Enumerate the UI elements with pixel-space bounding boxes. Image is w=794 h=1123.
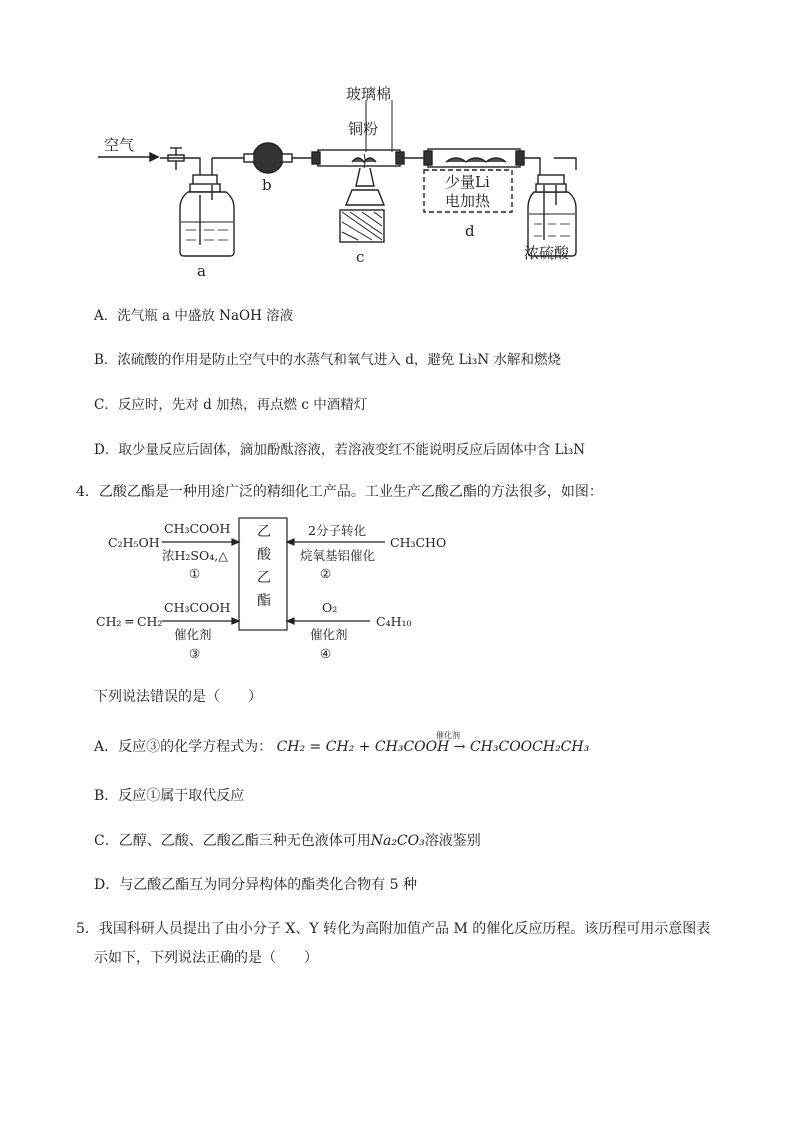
label-a: a [197, 262, 206, 280]
r1-reactant: C₂H₅OH [108, 535, 160, 550]
q4-option-b: B．反应①属于取代反应 [94, 788, 245, 804]
box-char-2: 酸 [257, 547, 271, 563]
q4-option-a-text: A．反应③的化学方程式为： [94, 739, 273, 755]
glass-wool-label: 玻璃棉 [346, 85, 392, 103]
q5-stem-line2: 示如下，下列说法正确的是（ ） [94, 950, 318, 966]
box-char-1: 乙 [257, 524, 271, 540]
q4-option-d: D．与乙酸乙酯互为同分异构体的酯类化合物有 5 种 [94, 877, 418, 893]
r4-number: ④ [320, 646, 332, 661]
q4-option-a-catalyst: 催化剂 [436, 731, 460, 740]
q3-option-c: C．反应时，先对 d 加热，再点燃 c 中酒精灯 [94, 397, 368, 413]
r2-transformation: 2分子转化 [308, 523, 366, 538]
q4-option-a [94, 736, 589, 756]
q3-option-b: B．浓硫酸的作用是防止空气中的水蒸气和氧气进入 d，避免 Li₃N 水解和燃烧 [94, 352, 561, 368]
r3-number: ③ [189, 646, 201, 661]
conc-sulfuric-acid-label: 浓硫酸 [524, 244, 570, 262]
r2-catalyst: 烷氧基铝催化 [300, 548, 376, 563]
r3-reactant: CH₂ ═ CH₂ [96, 614, 163, 629]
r4-catalyst: 催化剂 [310, 627, 348, 642]
label-c: c [356, 248, 365, 266]
q3-option-a: A．洗气瓶 a 中盛放 NaOH 溶液 [94, 308, 294, 324]
air-label: 空气 [104, 136, 135, 154]
q4-option-c-text: C．乙醇、乙酸、乙酸乙酯三种无色液体可用 [94, 833, 371, 849]
q5-stem-line1: 5．我国科研人员提出了由小分子 X、Y 转化为高附加值产品 M 的催化反应历程。该历程可用示意图表 [76, 921, 711, 937]
q4-option-a-equation: CH₂ = CH₂ + CH₃COOH → CH₃COOCH₂CH₃ [276, 739, 590, 755]
box-char-4: 酯 [257, 593, 271, 609]
ethyl-acetate-box [254, 521, 274, 613]
q4-option-c [94, 830, 481, 850]
r2-number: ② [320, 566, 332, 581]
r4-reagent: O₂ [322, 600, 338, 615]
label-d: d [465, 222, 475, 240]
q4-stem: 4．乙酸乙酯是一种用途广泛的精细化工产品。工业生产乙酸乙酯的方法很多，如图： [76, 484, 603, 500]
r1-condition: 浓H₂SO₄,△ [162, 548, 228, 563]
electric-heating-label: 电加热 [445, 192, 491, 210]
q3-option-d: D．取少量反应后固体，滴加酚酞溶液，若溶液变红不能说明反应后固体中含 Li₃N [94, 442, 586, 458]
label-b: b [262, 176, 272, 194]
copper-powder-label: 铜粉 [348, 120, 379, 138]
r4-reactant: C₄H₁₀ [376, 614, 412, 629]
box-char-3: 乙 [257, 570, 271, 586]
li-label: 少量Li [445, 173, 490, 191]
r1-reagent: CH₃COOH [164, 521, 231, 536]
q4-option-c-suffix: 溶液鉴别 [424, 833, 481, 849]
reaction-scheme [0, 510, 794, 670]
r1-number: ① [189, 566, 201, 581]
r3-reagent: CH₃COOH [164, 600, 231, 615]
q4-prompt: 下列说法错误的是（ ） [94, 689, 262, 705]
r2-reactant: CH₃CHO [390, 535, 447, 550]
q4-option-c-reagent: Na₂CO₃ [370, 833, 425, 849]
r3-catalyst: 催化剂 [174, 627, 212, 642]
